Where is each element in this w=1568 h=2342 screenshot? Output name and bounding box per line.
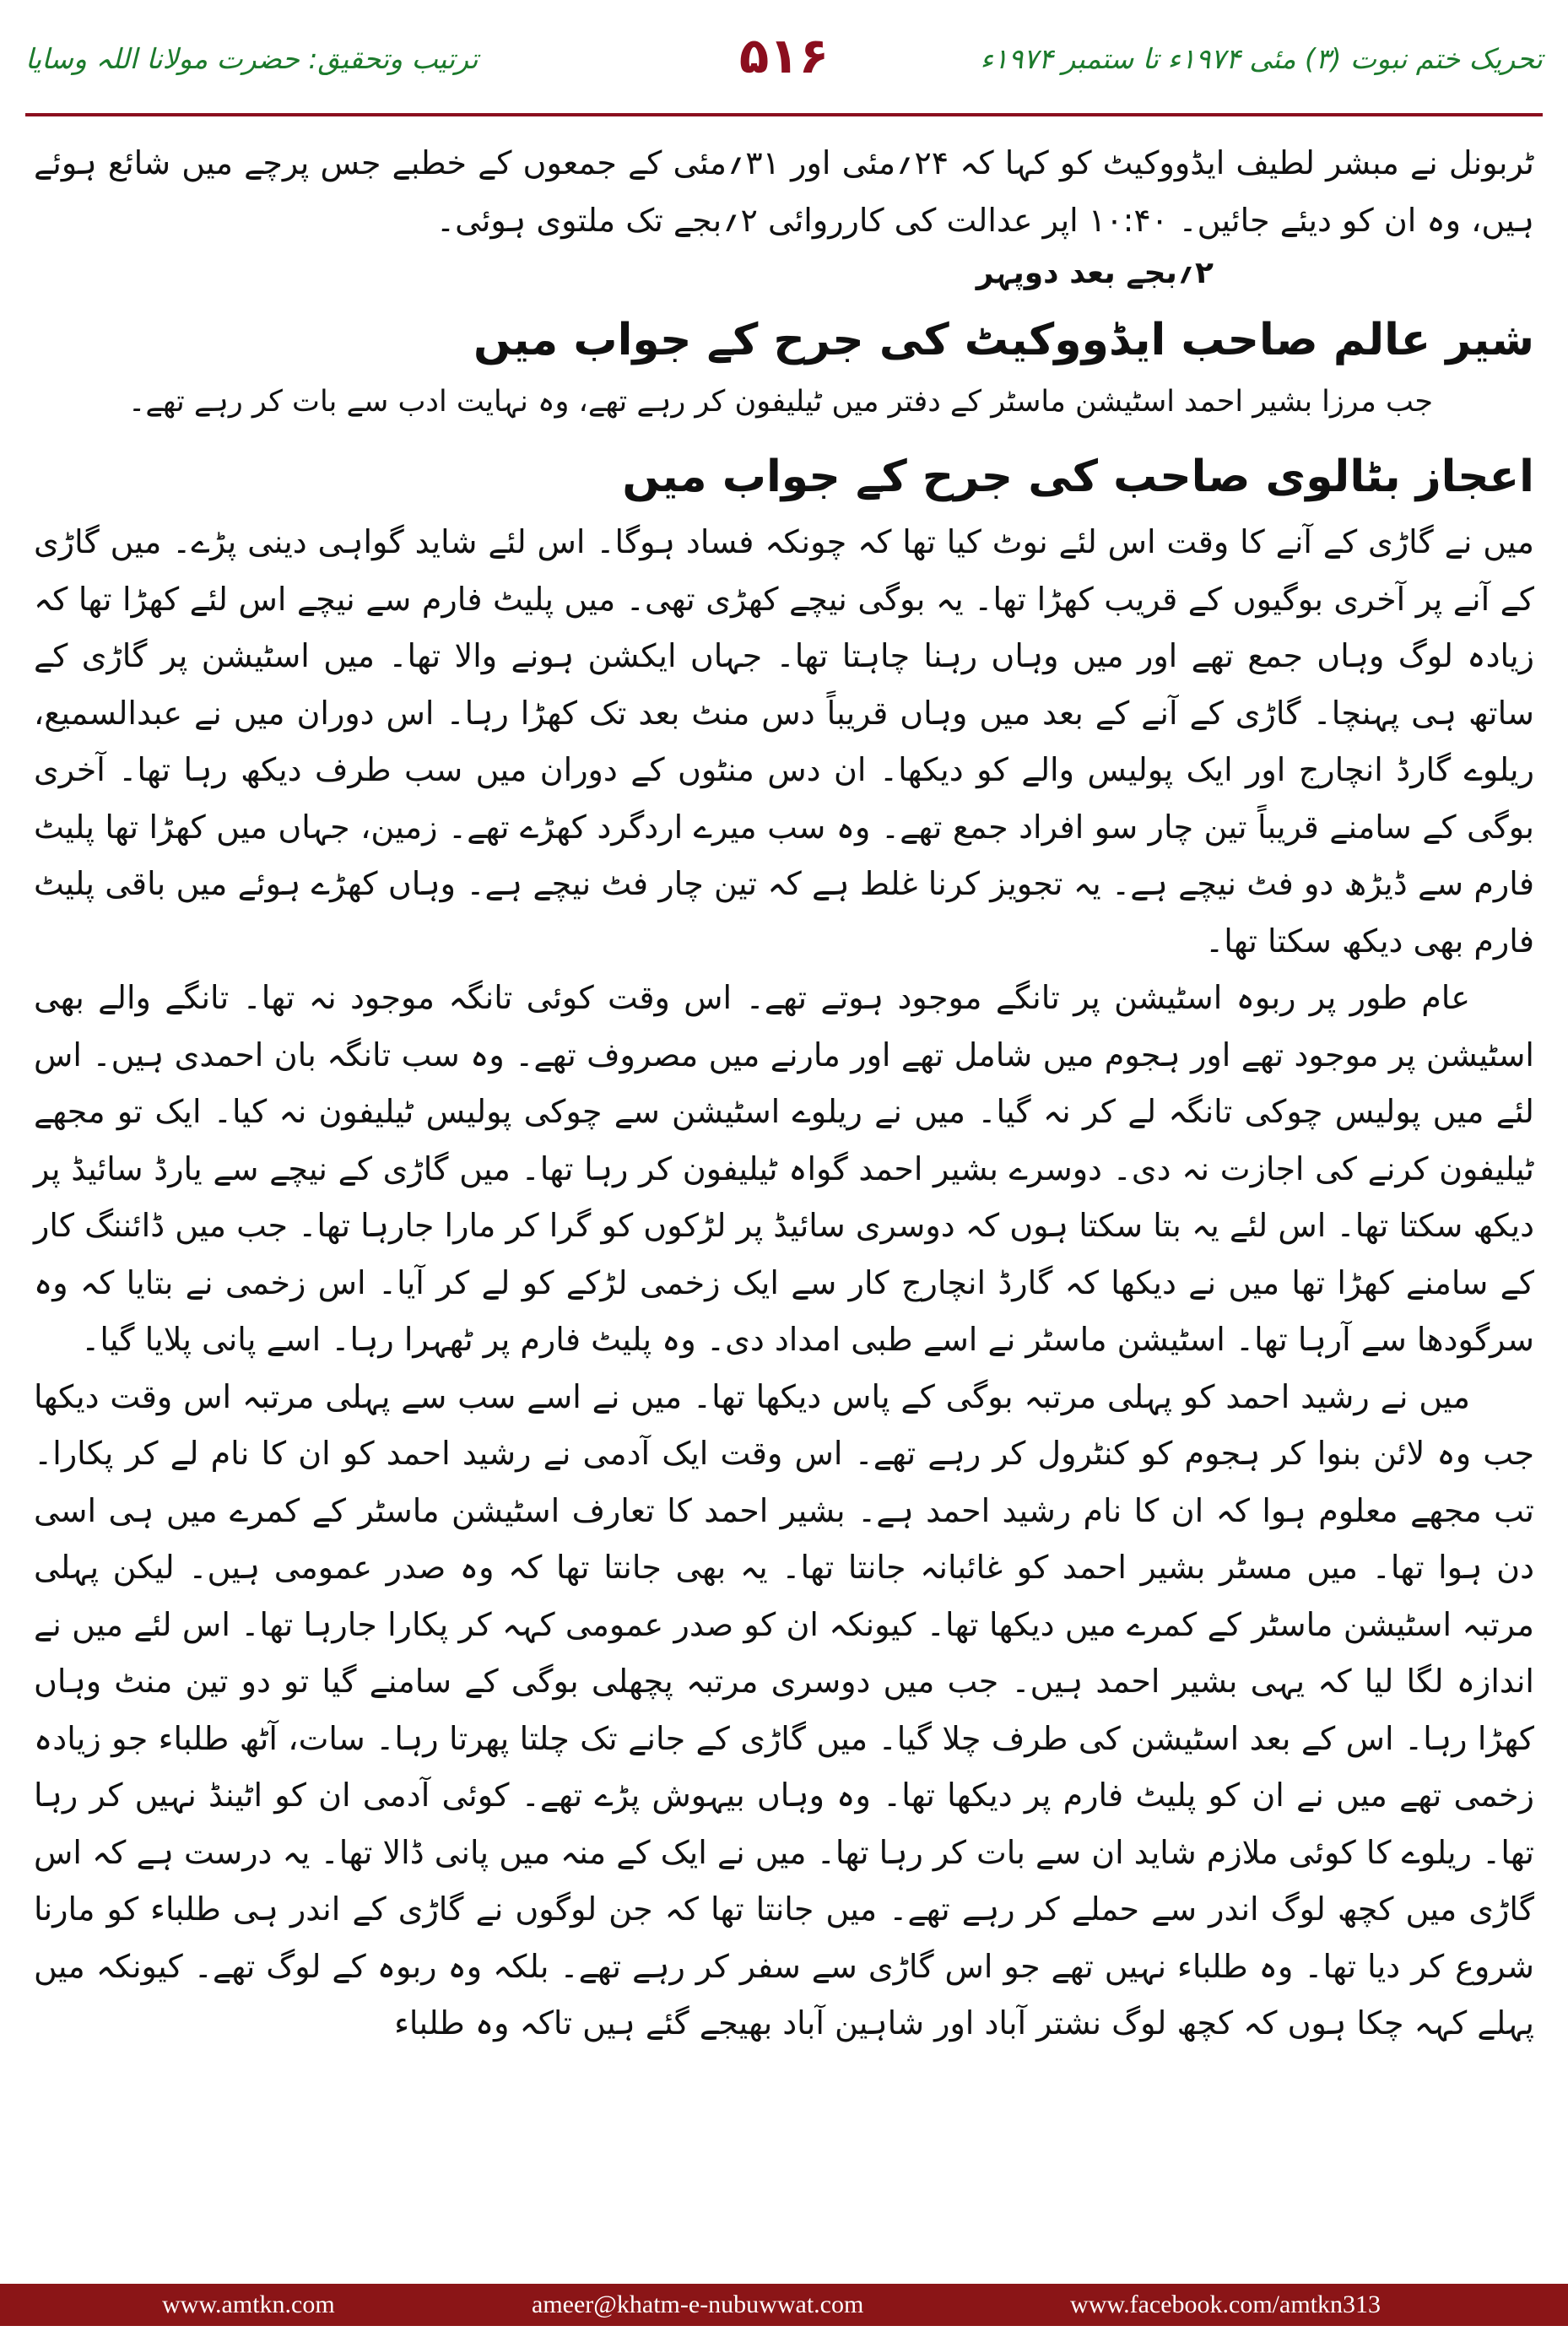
facebook-link[interactable]: www.facebook.com/amtkn313 bbox=[1070, 2291, 1381, 2318]
header-divider bbox=[25, 113, 1543, 116]
compiler-credit: ترتیب وتحقیق: حضرت مولانا اللہ وسایا bbox=[25, 42, 479, 75]
intro-paragraph: ٹربونل نے مبشر لطیف ایڈووکیٹ کو کہا کہ ۲۴؍مئی اور ۳۱؍مئی کے جمعوں کے خطبے جس پرچے میں شائع ہوئے ہیں، وہ ان کو دیئے جائیں۔ ۱۰:۴۰ اپر عدالت کی کارروائی ۲؍بجے تک ملتوی ہوئی۔ bbox=[34, 144, 1534, 239]
page-body bbox=[34, 135, 1534, 2053]
page-header bbox=[25, 27, 1543, 105]
page-number: ۵۱۶ bbox=[738, 27, 830, 84]
session-time: ۲؍بجے بعد دوپہر bbox=[976, 256, 1214, 290]
section-heading-sher-alam: شیر عالم صاحب ایڈووکیٹ کی جرح کے جواب میں bbox=[473, 315, 1534, 365]
body-paragraph: عام طور پر ربوہ اسٹیشن پر تانگے موجود ہوتے تھے۔ اس وقت کوئی تانگہ موجود نہ تھا۔ تانگے والے بھی اسٹیشن پر موجود تھے اور ہجوم میں شامل تھے اور مارنے میں مصروف تھے۔ وہ سب تانگہ بان احمدی ہیں۔ اس لئے میں پولیس چوکی تانگہ لے کر نہ گیا۔ میں نے ریلوے اسٹیشن سے چوکی پولیس ٹیلیفون نہ کیا۔ ایک تو مجھے ٹیلیفون کرنے کی اجازت نہ دی۔ دوسرے بشیر احمد گواہ ٹیلیفون کر رہا تھا۔ میں گاڑی کے نیچے سے یارڈ سائیڈ پر دیکھ سکتا تھا۔ اس لئے یہ بتا سکتا ہوں کہ دوسری سائیڈ پر لڑکوں کو گرا کر مارا جارہا تھا۔ جب میں ڈائننگ کار کے سامنے کھڑا تھا میں نے دیکھا کہ گارڈ انچارج کار سے ایک زخمی لڑکے کو لے کر آیا۔ اس زخمی نے بتایا کہ وہ سرگودھا سے آرہا تھا۔ اسٹیشن ماسٹر نے اسے طبی امداد دی۔ وہ پلیٹ فارم پر ٹھہرا رہا۔ اسے پانی پلایا گیا۔ bbox=[34, 979, 1534, 1358]
body-paragraph: میں نے رشید احمد کو پہلی مرتبہ بوگی کے پاس دیکھا تھا۔ میں نے اسے سب سے پہلی مرتبہ اس وقت دیکھا جب وہ لائن بنوا کر ہجوم کو کنٹرول کر رہے تھے۔ اس وقت ایک آدمی نے رشید احمد کو ان کا نام لے کر پکارا۔ تب مجھے معلوم ہوا کہ ان کا نام رشید احمد ہے۔ بشیر احمد کا تعارف اسٹیشن ماسٹر کے کمرے میں ہی اسی دن ہوا تھا۔ میں مسٹر بشیر احمد کو غائبانہ جانتا تھا۔ یہ بھی جانتا تھا کہ وہ صدر عمومی ہیں۔ لیکن پہلی مرتبہ اسٹیشن ماسٹر کے کمرے میں دیکھا تھا۔ کیونکہ ان کو صدر عمومی کہہ کر پکارا جارہا تھا۔ اس لئے میں نے اندازہ لگا لیا کہ یہی بشیر احمد ہیں۔ جب میں دوسری مرتبہ پچھلی بوگی کے سامنے گیا تو دو تین منٹ وہاں کھڑا رہا۔ اس کے بعد اسٹیشن کی طرف چلا گیا۔ میں گاڑی کے جانے تک چلتا پھرتا رہا۔ سات، آٹھ طلباء جو زیادہ زخمی تھے میں نے ان کو پلیٹ فارم پر دیکھا تھا۔ وہ وہاں بیہوش پڑے تھے۔ کوئی آدمی ان کو اٹینڈ نہیں کر رہا تھا۔ ریلوے کا کوئی ملازم شاید ان سے بات کر رہا تھا۔ میں نے ایک کے منہ میں پانی ڈالا تھا۔ یہ درست ہے کہ اس گاڑی میں کچھ لوگ اندر سے حملے کر رہے تھے۔ میں جانتا تھا کہ جن لوگوں نے گاڑی کے اندر ہی طلباء کو مارنا شروع کر دیا تھا۔ وہ طلباء نہیں تھے جو اس گاڑی سے سفر کر رہے تھے۔ بلکہ وہ ربوہ کے لوگ تھے۔ کیونکہ میں پہلے کہہ چکا ہوں کہ کچھ لوگ نشتر آباد اور شاہین آباد بھیجے گئے ہیں تاکہ وہ طلباء bbox=[33, 1377, 1534, 2042]
website-link[interactable]: www.amtkn.com bbox=[162, 2291, 335, 2318]
page-footer bbox=[0, 2284, 1568, 2326]
section-heading-ijaz-batalvi: اعجاز بٹالوی صاحب کی جرح کے جواب میں bbox=[622, 452, 1534, 502]
email-link[interactable]: ameer@khatm-e-nubuwwat.com bbox=[532, 2291, 864, 2318]
body-paragraph: میں نے گاڑی کے آنے کا وقت اس لئے نوٹ کیا تھا کہ چونکہ فساد ہوگا۔ اس لئے شاید گواہی دینی پڑے۔ میں گاڑی کے آنے پر آخری بوگیوں کے قریب کھڑا تھا۔ یہ بوگی نیچے کھڑی تھی۔ میں پلیٹ فارم سے نیچے اس لئے کھڑا تھا کہ زیادہ لوگ وہاں جمع تھے اور میں وہاں رہنا چاہتا تھا۔ جہاں ایکشن ہونے والا تھا۔ میں اسٹیشن پر گاڑی کے ساتھ ہی پہنچا۔ گاڑی کے آنے کے بعد میں وہاں قریباً دس منٹ بعد تک کھڑا رہا۔ اس دوران میں نے عبدالسمیع، ریلوے گارڈ انچارج اور ایک پولیس والے کو دیکھا۔ ان دس منٹوں کے دوران میں سب طرف دیکھ رہا تھا۔ آخری بوگی کے سامنے قریباً تین چار سو افراد جمع تھے۔ وہ سب میرے اردگرد کھڑے تھے۔ زمین، جہاں میں کھڑا تھا پلیٹ فارم سے ڈیڑھ دو فٹ نیچے ہے۔ یہ تجویز کرنا غلط ہے کہ تین چار فٹ نیچے ہے۔ وہاں کھڑے ہوئے میں باقی پلیٹ فارم بھی دیکھ سکتا تھا۔ bbox=[34, 523, 1534, 960]
book-title: تحریک ختم نبوت (۳) مئی ۱۹۷۴ء تا ستمبر ۱۹۷۴ء bbox=[980, 42, 1543, 75]
section-statement-sher-alam: جب مرزا بشیر احمد اسٹیشن ماسٹر کے دفتر میں ٹیلیفون کر رہے تھے، وہ نہایت ادب سے بات کر رہے تھے۔ bbox=[127, 385, 1433, 419]
